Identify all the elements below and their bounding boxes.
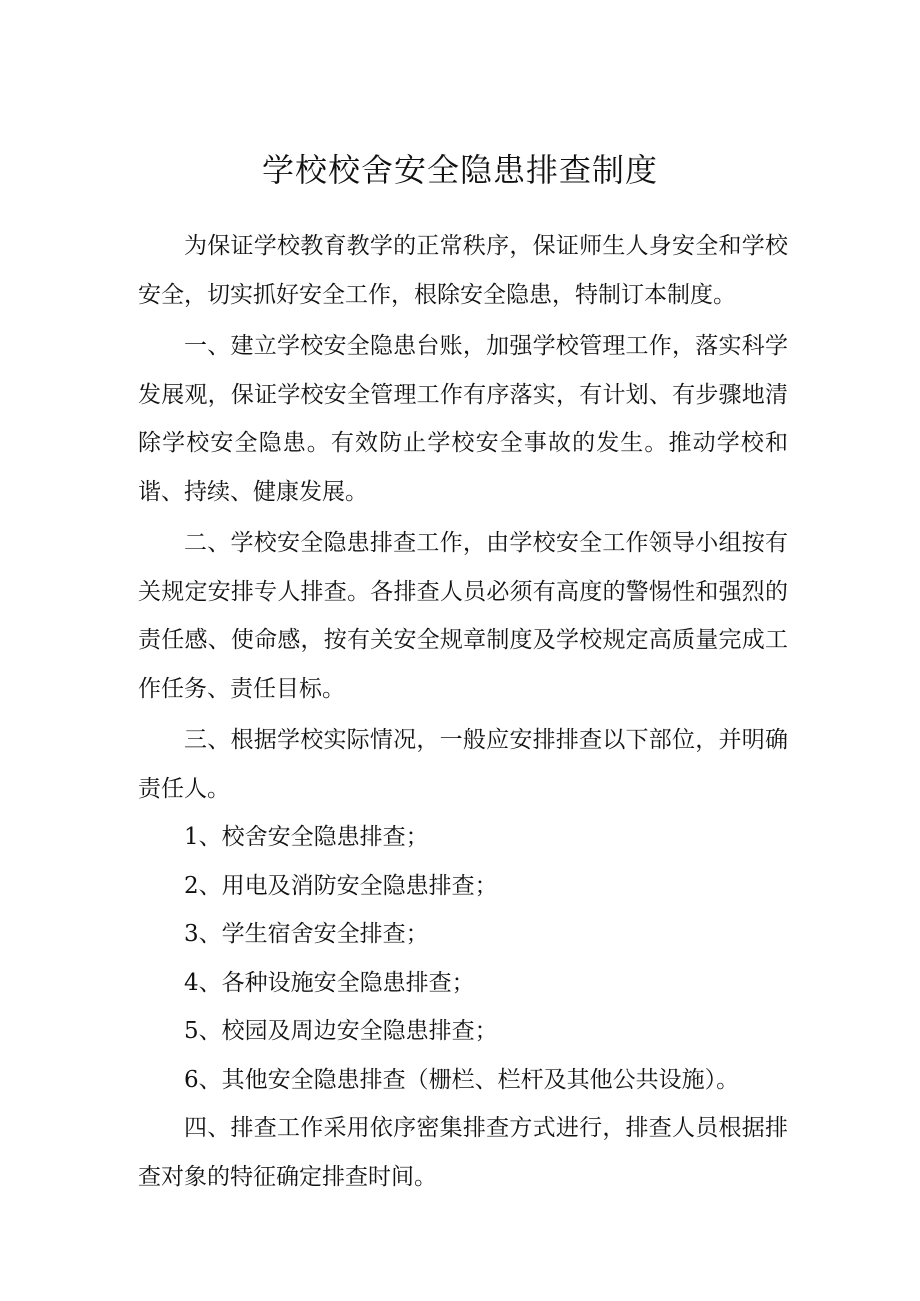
list-item-text: 、学生宿舍安全排查； xyxy=(198,921,429,947)
section-one-paragraph: 一、建立学校安全隐患台账，加强学校管理工作，落实科学发展观，保证学校安全管理工作有序落实，有计划、有步骤地清除学校安全隐患。有效防止学校安全事故的发生。推动学校和谐、持续、健康发展。 xyxy=(138,333,788,505)
list-item-text: 、校舍安全隐患排查； xyxy=(198,824,429,850)
list-item xyxy=(138,813,788,862)
list-item xyxy=(138,862,788,911)
list-item-text: 、各种设施安全隐患排查； xyxy=(198,969,475,996)
list-item xyxy=(138,959,788,1008)
inspection-list xyxy=(138,813,788,1104)
section-four-paragraph: 四、排查工作采用依序密集排查方式进行，排查人员根据排查对象的特征确定排查时间。 xyxy=(138,1115,788,1190)
document-title: 学校校舍安全隐患排查制度 xyxy=(261,151,658,189)
list-item xyxy=(138,1007,788,1056)
list-item-number: 1 xyxy=(184,824,199,850)
list-item-text: 、其他安全隐患排查（栅栏、栏杆及其他公共设施）。 xyxy=(198,1066,740,1093)
section-two-paragraph: 二、学校安全隐患排查工作，由学校安全工作领导小组按有关规定安排专人排查。各排查人员必须有高度的警惕性和强烈的责任感、使命感，按有关安全规章制度及学校规定高质量完成工作任务、责任目标。 xyxy=(138,530,788,702)
list-item-number: 3 xyxy=(184,921,199,947)
list-item-number: 6 xyxy=(184,1066,199,1093)
list-item xyxy=(138,1056,788,1105)
list-item-number: 4 xyxy=(184,969,199,996)
list-item-number: 5 xyxy=(184,1018,199,1044)
list-item-text: 、校园及周边安全隐患排查； xyxy=(198,1018,498,1044)
list-item-text: 、用电及消防安全隐患排查； xyxy=(198,872,498,899)
document-body xyxy=(138,222,788,1201)
list-item xyxy=(138,910,788,959)
list-item-number: 2 xyxy=(184,872,199,899)
intro-paragraph: 为保证学校教育教学的正常秩序，保证师生人身安全和学校安全，切实抓好安全工作，根除安全隐患，特制订本制度。 xyxy=(138,233,788,308)
section-three-paragraph: 三、根据学校实际情况，一般应安排排查以下部位，并明确责任人。 xyxy=(138,727,788,802)
